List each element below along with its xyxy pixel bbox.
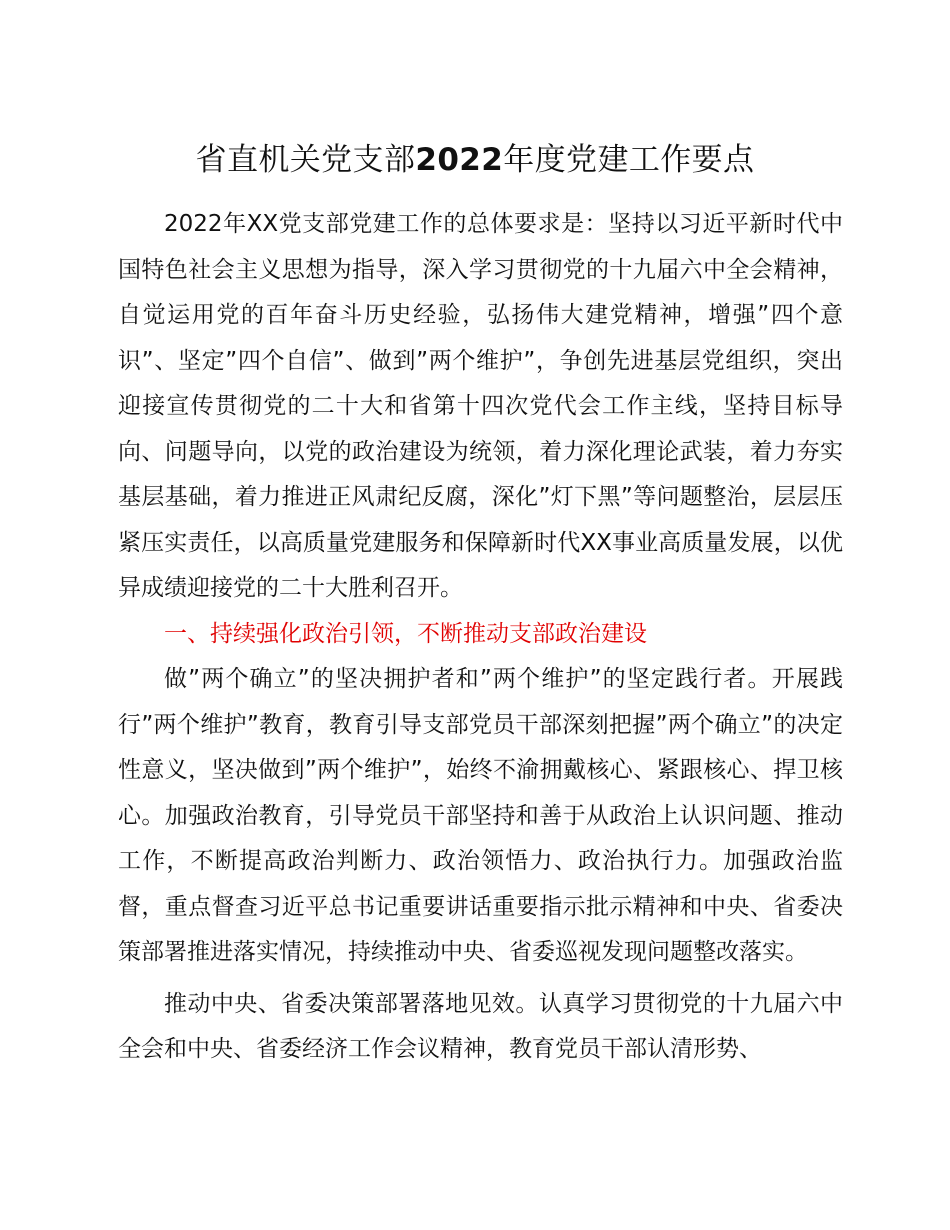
section1-paragraph-2: 推动中央、省委决策部署落地见效。认真学习贯彻党的十九届六中全会和中央、省委经济工作会议精神，教育党员干部认清形势、 (118, 990, 843, 1062)
section-heading-1: 一、持续强化政治引领，不断推动支部政治建设 (164, 620, 647, 647)
title-suffix: 年度党建工作要点 (503, 142, 755, 178)
section1-paragraph-1: 做”两个确立”的坚决拥护者和”两个维护”的坚定践行者。开展践行”两个维护”教育，教育引导支部党员干部深刻把握”两个确立”的决定性意义，坚决做到”两个维护”，始终不渝拥戴核心、紧跟核心、捍卫核心。加强政治教育，引导党员干部坚持和善于从政治上认识问题、推动工作，不断提高政治判断力、政治领悟力、政治执行力。加强政治监督，重点督查习近平总书记重要讲话重要指示批示精神和中央、省委决策部署推进落实情况，持续推动中央、省委巡视发现问题整改落实。 (118, 666, 843, 965)
title-year: 2022 (415, 142, 504, 178)
document-body (118, 202, 843, 1073)
intro-paragraph: 2022年XX党支部党建工作的总体要求是：坚持以习近平新时代中国特色社会主义思想为指导，深入学习贯彻党的十九届六中全会精神，自觉运用党的百年奋斗历史经验，弘扬伟大建党精神，增强”四个意识”、坚定”四个自信”、做到”两个维护”，争创先进基层党组织，突出迎接宣传贯彻党的二十大和省第十四次党代会工作主线，坚持目标导向、问题导向，以党的政治建设为统领，着力深化理论武装，着力夯实基层基础，着力推进正风肃纪反腐，深化”灯下黑”等问题整治，层层压紧压实责任，以高质量党建服务和保障新时代XX事业高质量发展，以优异成绩迎接党的二十大胜利召开。 (118, 211, 843, 601)
document-title (118, 136, 832, 184)
title-prefix: 省直机关党支部 (195, 142, 416, 178)
